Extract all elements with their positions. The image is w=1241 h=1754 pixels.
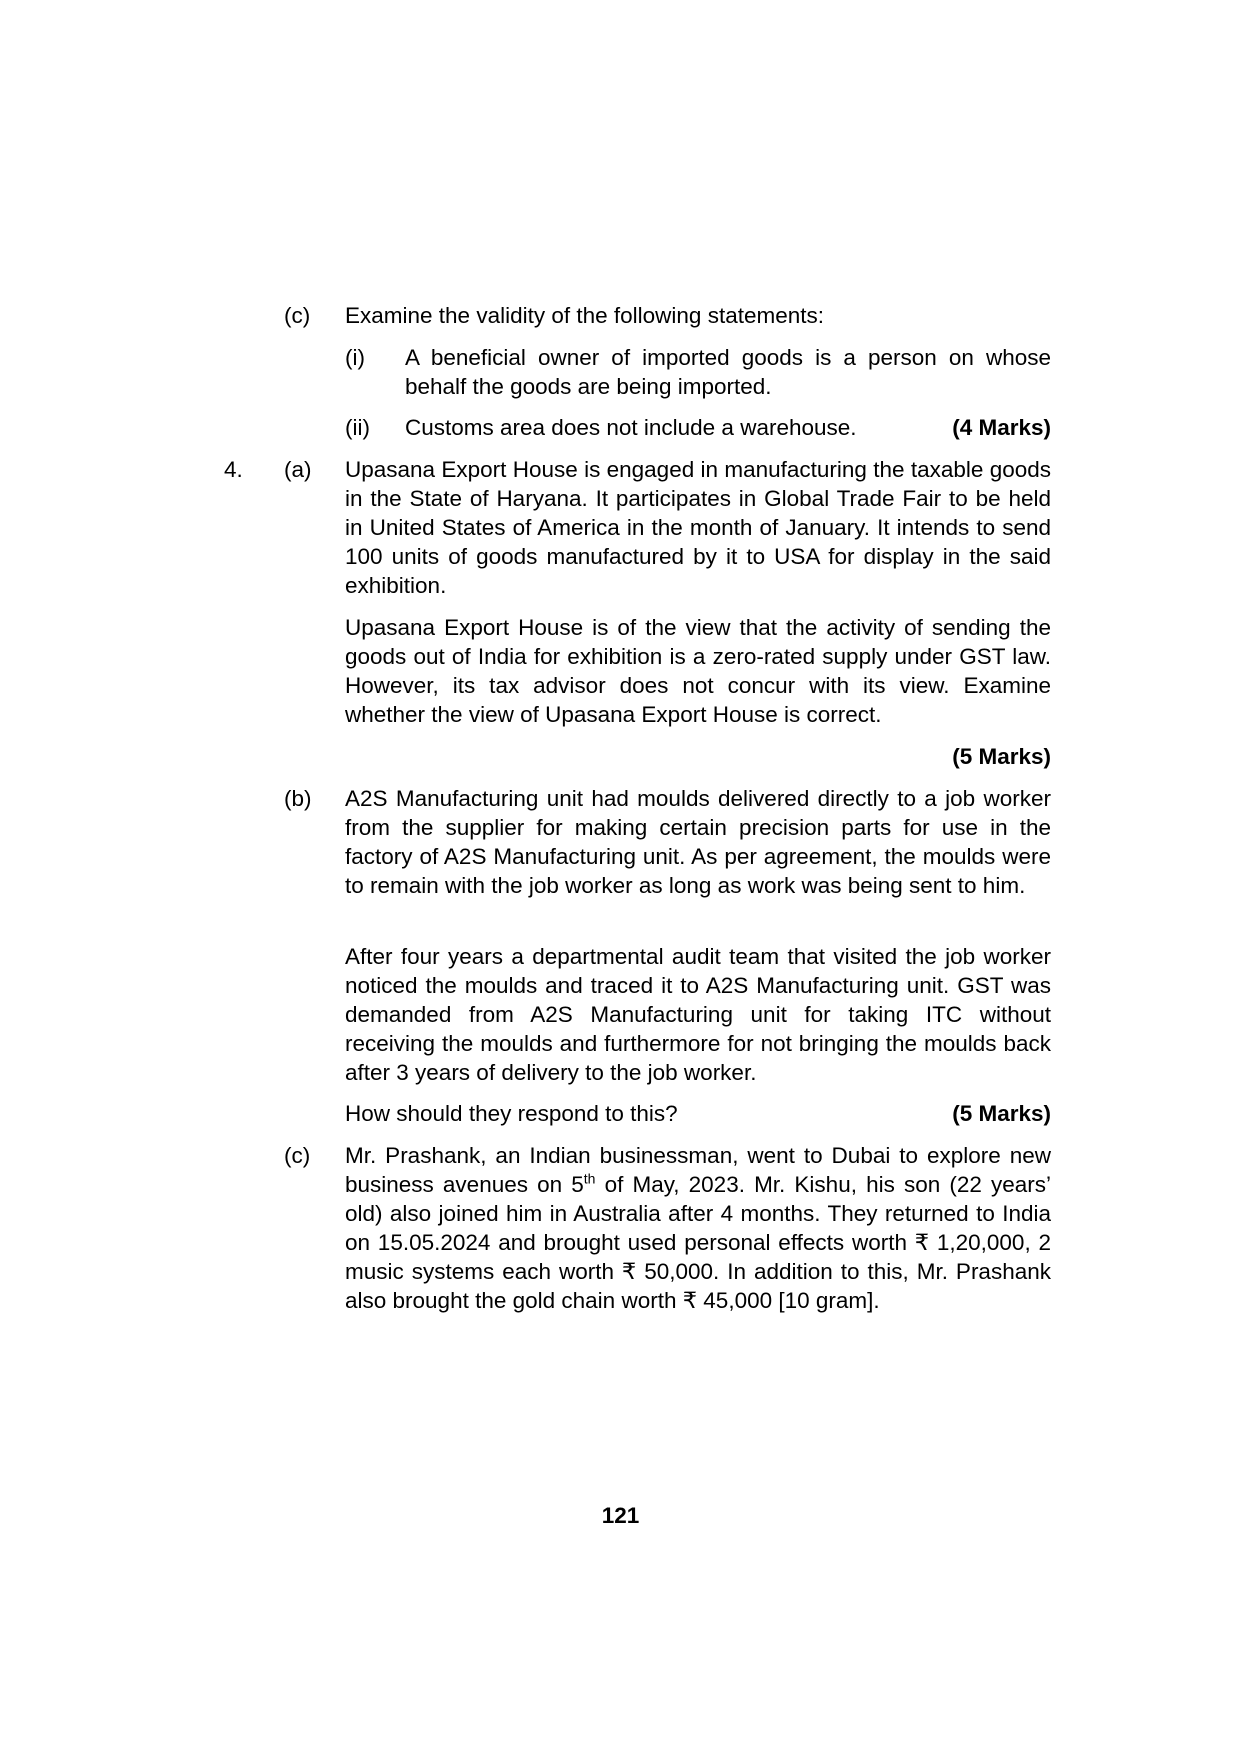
q3c-marks: (4 Marks) (952, 415, 1051, 440)
q4a-paragraph-2: Upasana Export House is of the view that the activity of sending the goods out of India for exhibition is a zero-rated supply under GST law. However, its tax advisor does not concur with its view. Examine whether the view of Upasana Export House is correct. (345, 615, 1051, 727)
q3c-item-ii-label: (ii) (345, 415, 370, 440)
q4c-text-start: Mr. Prashank, an Indian businessman, went to Dubai to explore new business avenues on 5 (345, 1143, 1051, 1197)
q4b-paragraph-3: How should they respond to this? (345, 1101, 678, 1126)
page-number: 121 (601, 1503, 640, 1528)
q4a-marks: (5 Marks) (952, 744, 1051, 769)
q3c-item-i-text: A beneficial owner of imported goods is a person on whose behalf the goods are being imported. (405, 345, 1051, 399)
q4c-label: (c) (284, 1143, 311, 1168)
q3c-item-ii-text: Customs area does not include a warehouse. (405, 415, 857, 440)
q4c-paragraph (345, 1141, 1051, 1315)
q4b-label: (b) (284, 786, 312, 811)
q4b-paragraph-2: After four years a departmental audit team that visited the job worker noticed the moulds and traced it to A2S Manufacturing unit. GST was demanded from A2S Manufacturing unit for taking ITC without receiving the moulds and furthermore for not bringing the moulds back after 3 years of delivery to the job worker. (345, 944, 1051, 1085)
q4-number: 4. (224, 457, 243, 482)
q4b-paragraph-1: A2S Manufacturing unit had moulds delivered directly to a job worker from the supplier for making certain precision parts for use in the factory of A2S Manufacturing unit. As per agreement, the moulds were to remain with the job worker as long as work was being sent to him. (345, 786, 1051, 898)
q4c-ordinal-suffix: th (583, 1170, 596, 1187)
q3c-item-i-label: (i) (345, 345, 365, 370)
q3c-label: (c) (284, 303, 311, 328)
q4c-text-end: of May, 2023. Mr. Kishu, his son (22 years’ old) also joined him in Australia after 4 months. They returned to India on 15.05.2024 and brought used personal effects worth ₹ 1,20,000, 2 music systems each worth ₹ 50,000. In addition to this, Mr. Prashank also brought the gold chain worth ₹ 45,000 [10 gram]. (345, 1172, 1051, 1313)
q4b-marks: (5 Marks) (952, 1101, 1051, 1126)
q3c-text: Examine the validity of the following statements: (345, 303, 824, 328)
q4a-label: (a) (284, 457, 312, 482)
q4a-paragraph-1: Upasana Export House is engaged in manufacturing the taxable goods in the State of Haryana. It participates in Global Trade Fair to be held in United States of America in the month of January. It intends to send 100 units of goods manufactured by it to USA for display in the said exhibition. (345, 457, 1051, 598)
